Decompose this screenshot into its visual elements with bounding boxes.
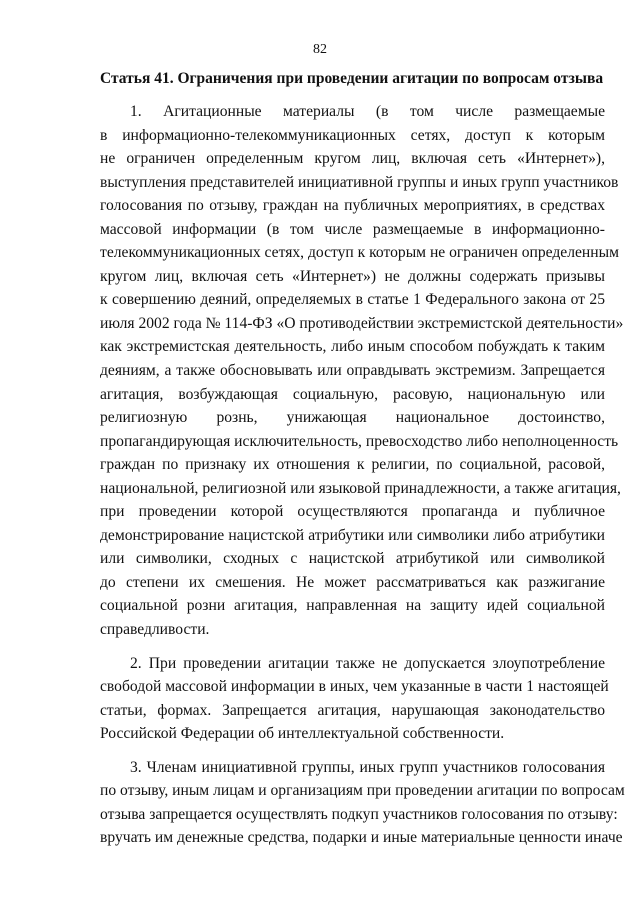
text-line: 3. Членам инициативной группы, иных групп участников голосования (130, 758, 605, 776)
text-line: национальной, религиозной или языковой принадлежности, а также агитация, (100, 479, 621, 497)
text-line: вручать им денежные средства, подарки и иные материальные ценности иначе (100, 829, 623, 847)
text-line: телекоммуникационных сетях, доступ к которым не ограничен определенным (100, 244, 619, 262)
article-title: Статья 41. Ограничения при проведении агитации по вопросам отзыва (100, 70, 604, 87)
text-line: кругом лиц, включая сеть «Интернет») не должны содержать призывы (100, 267, 605, 285)
page-number: 82 (313, 42, 327, 57)
text-line: 1. Агитационные материалы (в том числе размещаемые (130, 103, 605, 120)
text-line: статьи, формах. Запрещается агитация, нарушающая законодательство (100, 701, 605, 719)
text-line: религиозную рознь, унижающая национальное достоинство, (100, 409, 605, 427)
paragraph-3 (100, 756, 625, 850)
text-line: к совершению деяний, определяемых в статье 1 Федерального закона от 25 (100, 291, 605, 309)
text-line: июля 2002 года № 114-ФЗ «О противодействии экстремистской деятельности» (100, 314, 624, 332)
text-line: агитация, возбуждающая социальную, расовую, национальную или (100, 385, 605, 403)
text-line: массовой информации (в том числе размещаемые в информационно- (100, 220, 605, 238)
text-line: не ограничен определенным кругом лиц, включая сеть «Интернет»), (100, 150, 605, 168)
text-line: или символики, сходных с нацистской атрибутикой или символикой (100, 550, 605, 568)
text-line: пропагандирующая исключительность, превосходство либо неполноценность (100, 432, 619, 450)
text-line: до степени их смешения. Не может рассматриваться как разжигание (100, 573, 605, 591)
text-line: свободой массовой информации в иных, чем указанные в части 1 настоящей (100, 678, 609, 696)
text-line: выступления представителей инициативной группы и иных групп участников (100, 173, 619, 191)
article-body (100, 100, 625, 860)
text-line: голосования по отзыву, граждан на публичных мероприятиях, в средствах (100, 197, 605, 215)
text-line: социальной розни агитация, направленная на защиту идей социальной (100, 597, 605, 615)
paragraph-1 (100, 100, 624, 642)
text-line: как экстремистская деятельность, либо иным способом побуждать к таким (100, 338, 605, 356)
text-line: 2. При проведении агитации также не допускается злоупотребление (130, 654, 605, 672)
text-line: справедливости. (100, 621, 210, 639)
text-line: отзыва запрещается осуществлять подкуп участников голосования по отзыву: (100, 805, 618, 823)
text-line: деяниям, а также обосновывать или оправдывать экстремизм. Запрещается (100, 362, 605, 380)
text-line: по отзыву, иным лицам и организациям при проведении агитации по вопросам (100, 782, 625, 800)
text-line: демонстрирование нацистской атрибутики или символики либо атрибутики (100, 526, 605, 544)
text-line: при проведении которой осуществляются пропаганда и публичное (100, 503, 605, 521)
text-line: граждан по признаку их отношения к религии, по социальной, расовой, (100, 456, 605, 474)
text-line: Российской Федерации об интеллектуальной собственности. (100, 725, 505, 743)
paragraph-2 (100, 652, 609, 746)
text-line: в информационно-телекоммуникационных сетях, доступ к которым (100, 126, 605, 144)
